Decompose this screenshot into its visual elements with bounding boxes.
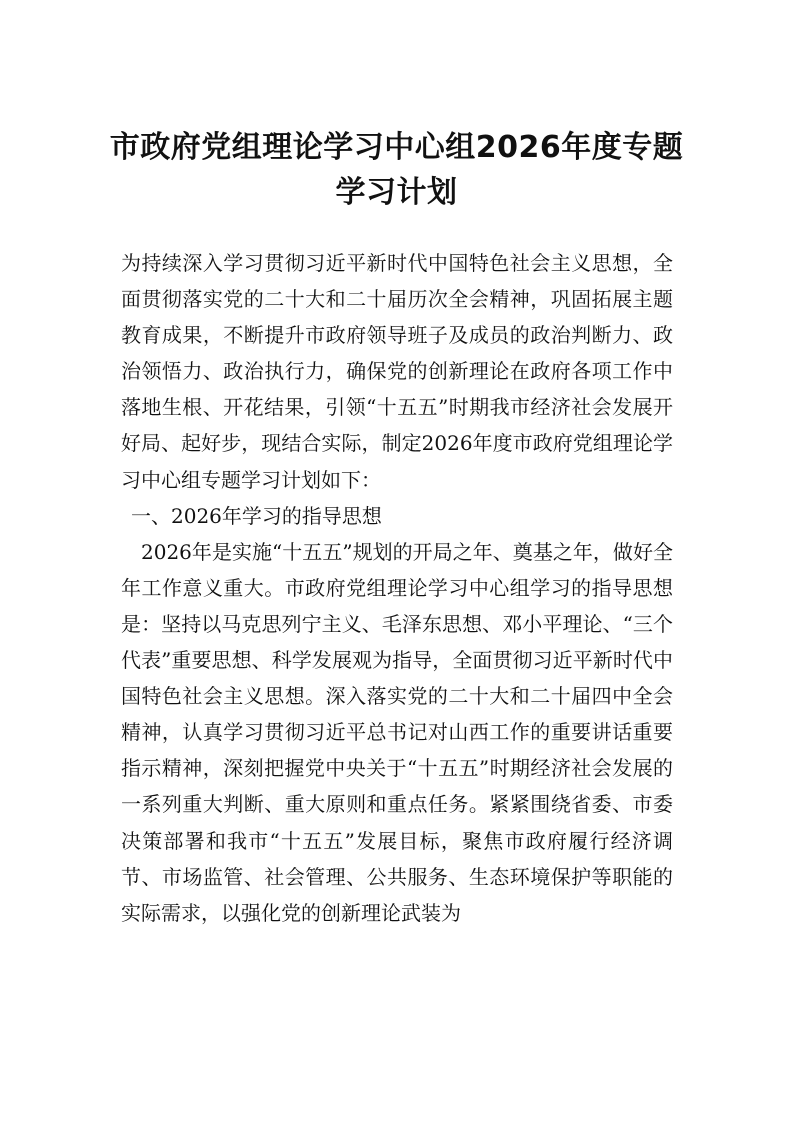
section-1-heading: 一、2026年学习的指导思想: [131, 503, 382, 528]
document-title-line-1: 市政府党组理论学习中心组2026年度专题: [109, 130, 684, 165]
document-title-line-2: 学习计划: [335, 175, 458, 210]
document-body: [121, 245, 673, 931]
section-1-paragraph: 2026年是实施“十五五”规划的开局之年、奠基之年，做好全年工作意义重大。市政府党组理论学习中心组学习的指导思想是：坚持以马克思列宁主义、毛泽东思想、邓小平理论、“三个代表”重要思想、科学发展观为指导，全面贯彻习近平新时代中国特色社会主义思想。深入落实党的二十大和二十届四中全会精神，认真学习贯彻习近平总书记对山西工作的重要讲话重要指示精神，深刻把握党中央关于“十五五”时期经济社会发展的一系列重大判断、重大原则和重点任务。紧紧围绕省委、市委决策部署和我市“十五五”发展目标，聚焦市政府履行经济调节、市场监管、社会管理、公共服务、生态环境保护等职能的实际需求，以强化党的创新理论武装为: [121, 539, 673, 925]
intro-paragraph: 为持续深入学习贯彻习近平新时代中国特色社会主义思想，全面贯彻落实党的二十大和二十届历次全会精神，巩固拓展主题教育成果，不断提升市政府领导班子及成员的政治判断力、政治领悟力、政治执行力，确保党的创新理论在政府各项工作中落地生根、开花结果，引领“十五五”时期我市经济社会发展开好局、起好步，现结合实际，制定2026年度市政府党组理论学习中心组专题学习计划如下：: [121, 251, 673, 492]
